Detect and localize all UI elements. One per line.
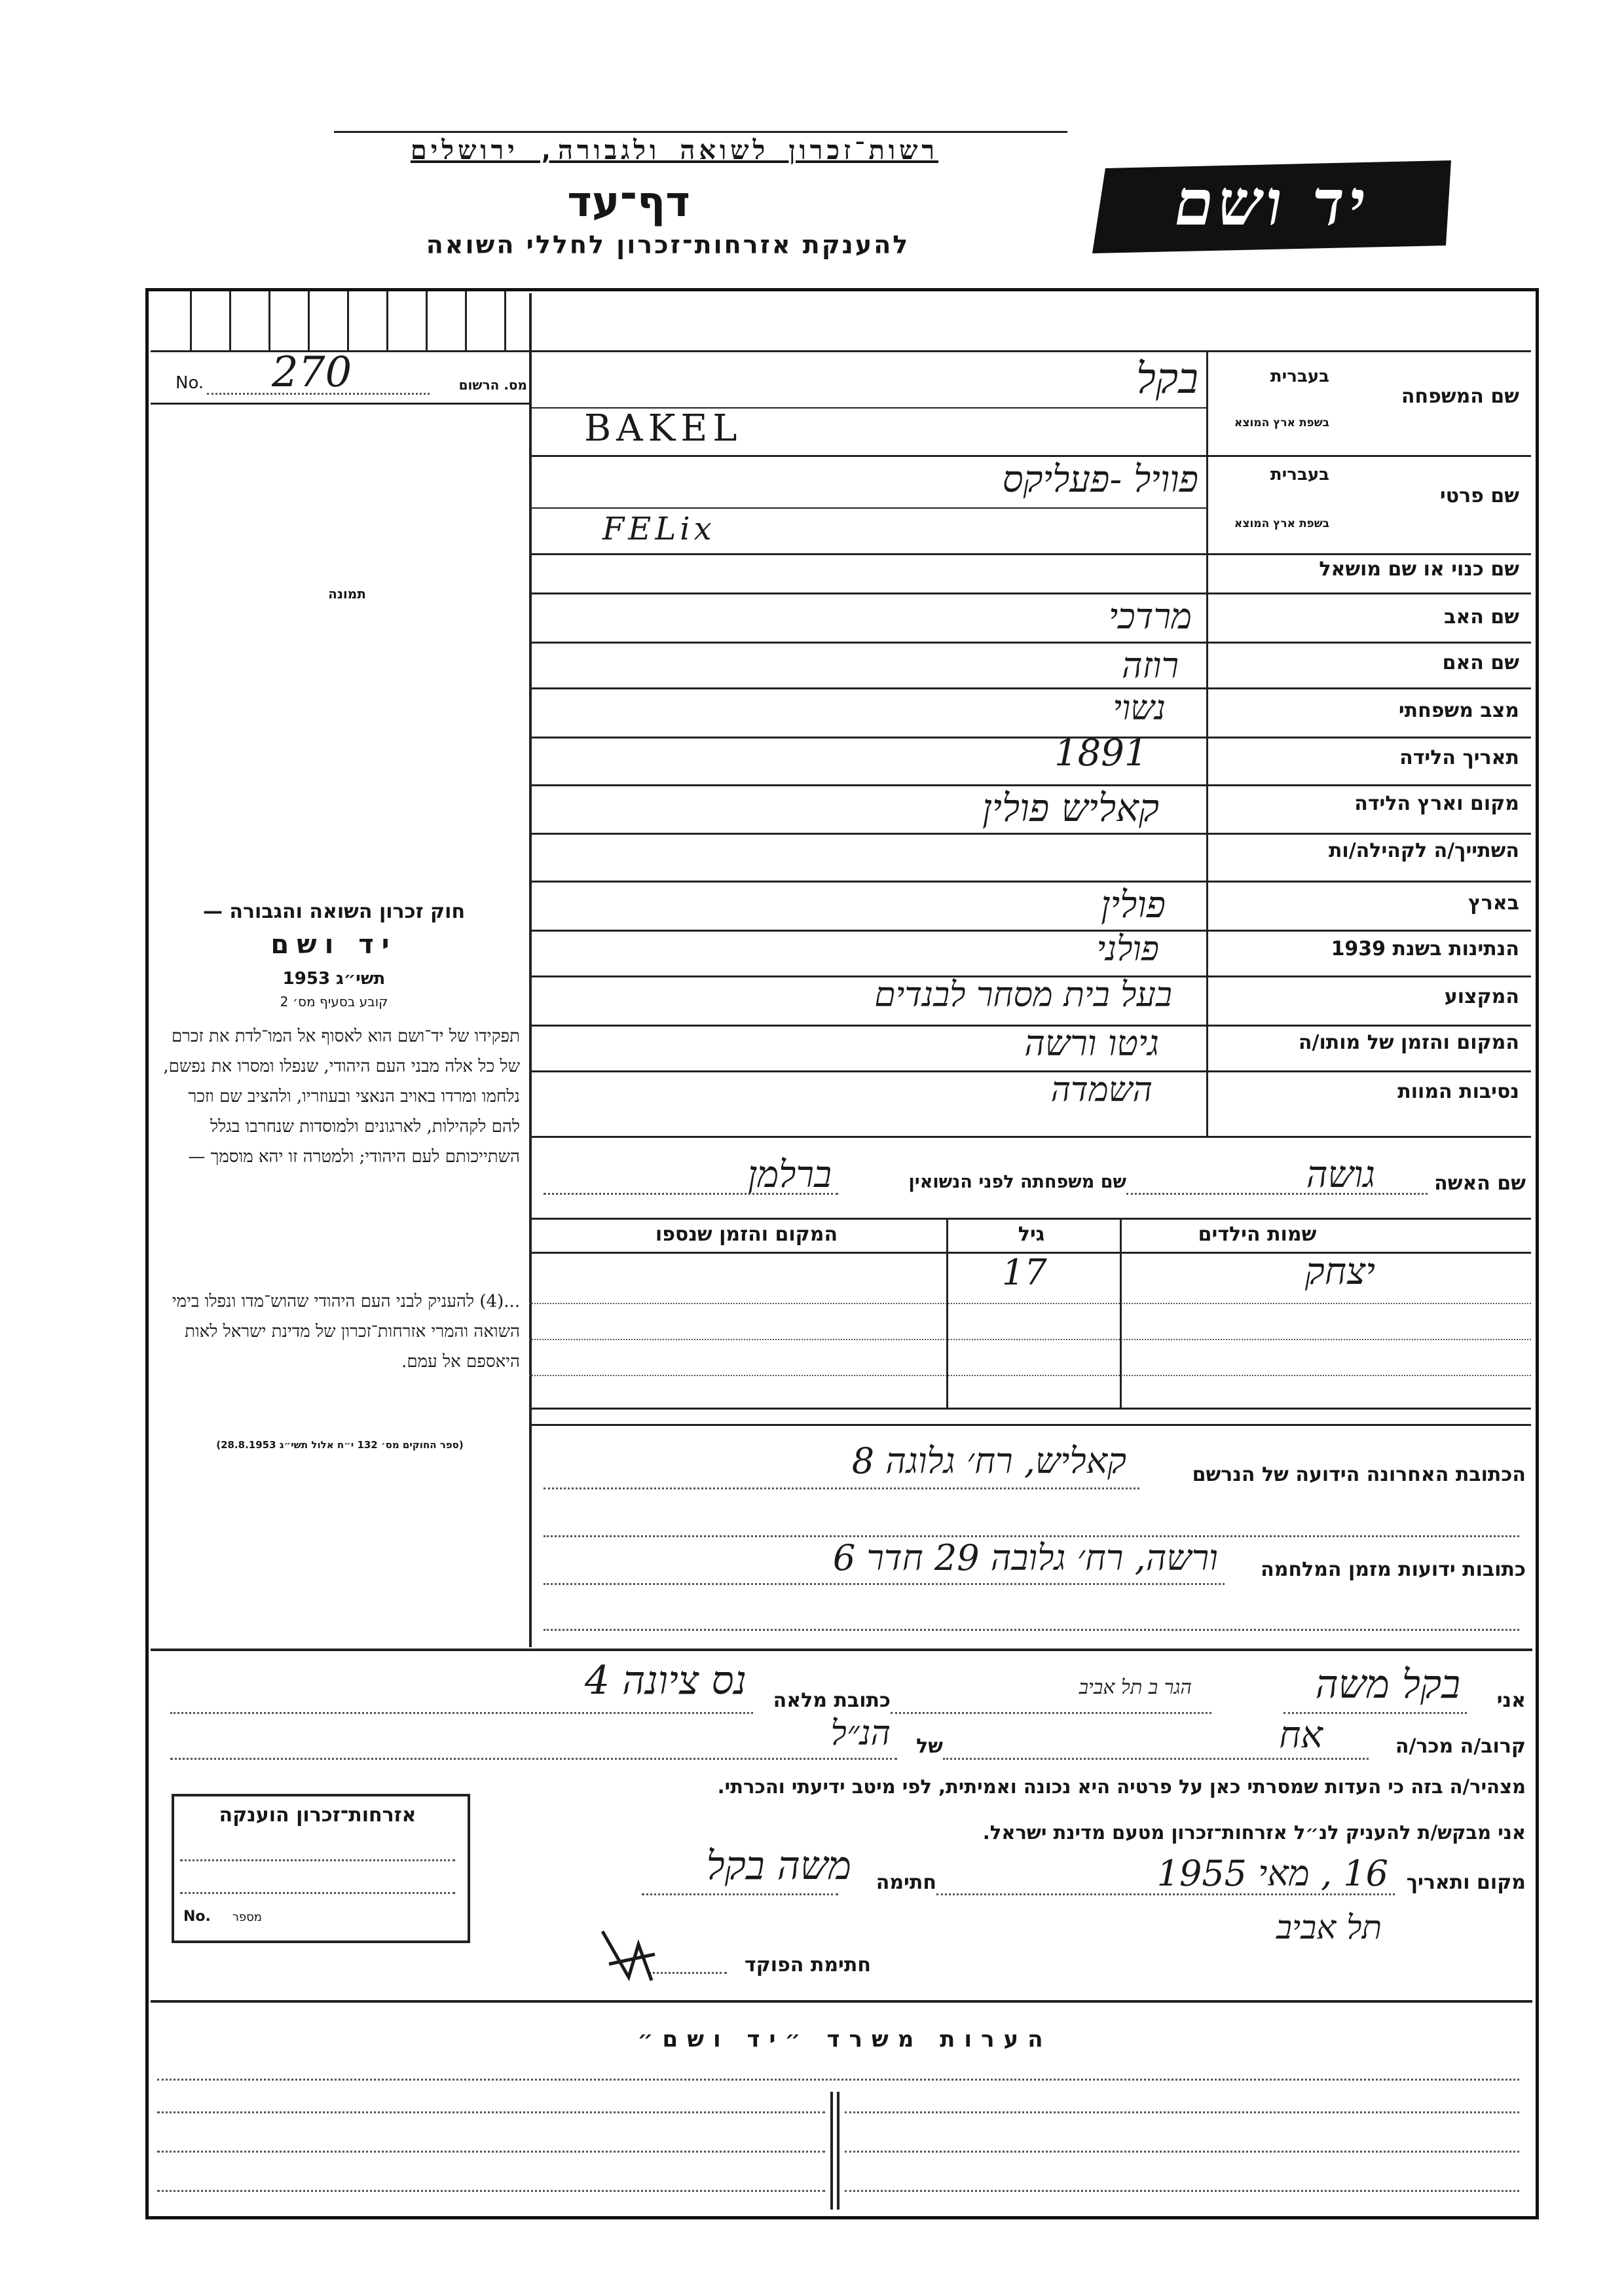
label-wife-maiden: שם משפחתה לפני הנשואין (908, 1172, 1126, 1192)
label-place-date: מקום ותאריך (1406, 1871, 1526, 1894)
law-source: (ספר החוקים מס׳ 132 י״ח אלול תשי״ג 28.8.1953) (216, 1439, 464, 1451)
label-country: בארץ (1467, 892, 1519, 915)
label-relation: קרוב/ה מכר/ה (1395, 1735, 1526, 1758)
value-declarant-residence: הגר ב תל אביב (1079, 1676, 1192, 1699)
label-death-place: המקום והזמן של מותו/ה (1298, 1031, 1519, 1054)
label-first-name: שם פרטי (1439, 484, 1519, 507)
law-name: יד ושם (270, 930, 397, 960)
label-ani: אני (1496, 1689, 1526, 1712)
value-family-name-origin: BAKEL (584, 407, 743, 450)
law-clause-4: ...(4) להעניק לבני העם היהודי שהוש־מדו ונפלו בימי השואה והמרי אזרחות־זכרון של מדינת ישראל לאות היאספם אל עמם. (172, 1292, 520, 1372)
value-place: תל אביב (1276, 1908, 1382, 1946)
stamp-box-title: אזרחות־זכרון הוענקה (219, 1804, 416, 1827)
law-clause: קובע בסעיף מס׳ 2 (280, 994, 388, 1010)
value-father: מרדכי (1109, 596, 1192, 637)
declarant-signature: משה בקל (706, 1843, 851, 1889)
label-official-signature: חתימת הפוקד (745, 1954, 871, 1977)
value-first-name-origin: FELix (602, 511, 716, 547)
value-profession: בעל בית מסחר לבנדים (874, 975, 1172, 1015)
label-marital-status: מצב משפחתי (1398, 699, 1519, 722)
value-death-circumstances: השמדה (1050, 1070, 1153, 1110)
value-death-place: גיטו ורשה (1024, 1023, 1159, 1064)
label-family-name-origin: בשפת ארץ המוצא (1234, 416, 1329, 429)
value-declarant-address: נס ציונה 4 (584, 1658, 747, 1704)
label-last-address: הכתובת האחרונה הידועה של הנרשם (1192, 1463, 1526, 1486)
registration-no-label: No. (175, 373, 204, 393)
value-relation: אח (1279, 1714, 1323, 1757)
label-death-circumstances: נסיבות המוות (1397, 1080, 1519, 1103)
value-citizenship-1939: פולני (1096, 930, 1159, 969)
registration-no-label-he: מס. הרשום (458, 377, 527, 393)
label-family-name-hebrew: בעברית (1270, 367, 1329, 386)
authority-line: רשות־זכרון לשואה ולגבורה, ירושלים (410, 136, 939, 166)
official-signature-mark (589, 1918, 668, 1990)
value-date: 16 , מאי 1955 (1156, 1853, 1388, 1894)
value-birth-place: קאליש פולין (982, 786, 1159, 830)
child-1-name: יצחק (1304, 1250, 1375, 1293)
label-birth-place: מקום וארץ הלידה (1354, 792, 1519, 815)
value-birth-date: 1891 (1054, 732, 1148, 774)
label-of: של (916, 1735, 943, 1758)
children-header-names: שמות הילדים (1198, 1223, 1317, 1246)
form-subtitle: להענקת אזרחות־זכרון לחללי השואה (426, 230, 910, 259)
label-profession: המקצוע (1444, 985, 1519, 1008)
value-declarant-name: בקל משה (1315, 1662, 1460, 1707)
value-family-name-hebrew: בקל (1135, 355, 1198, 403)
label-birth-date: תאריך הלידה (1399, 746, 1519, 769)
value-wife: גושה (1306, 1154, 1375, 1196)
value-war-addresses: ורשה, רח׳ גלובה 29 חדר 6 (832, 1537, 1218, 1578)
label-community: השתייך/ה לקהילה/ות (1328, 839, 1519, 862)
law-title: חוק זכרון השואה והגבורה — (202, 900, 466, 923)
law-body: תפקידו של יד־ושם הוא לאסוף אל המו־לדת את זכרם של כל אלה מבני העם היהודי, שנפלו ומסרו את נפשם, נלחמו ומרדו באויב הנאצי ובעוזריו, ולהציב שם וזכר להם לקהילות, לארגונים ולמוסדות שנחרבו בגלל השתייכותם לעם היהודי; ולמטרה זו יהא מוסמך — (163, 1027, 520, 1167)
law-year: תשי״ג 1953 (282, 969, 386, 989)
stamp-box-no-label: No. (183, 1908, 211, 1925)
value-wife-maiden: ברלמן (747, 1154, 832, 1196)
label-signature: חתימה (876, 1871, 936, 1894)
label-family-name: שם המשפחה (1401, 385, 1519, 408)
label-nickname: שם כנוי או שם מושאל (1319, 558, 1519, 581)
children-header-age: גיל (1018, 1223, 1045, 1246)
form-title: דף־עד (567, 178, 690, 227)
request-text: אני מבקש/ת להעניק לנ״ל אזרחות־זכרון מטעם מדינת ישראל. (982, 1821, 1526, 1844)
yad-vashem-logo (1092, 160, 1451, 253)
value-first-name-hebrew: פוויל -פעליקס (1002, 458, 1198, 501)
value-marital-status: נשוי (1113, 689, 1166, 728)
label-wife: שם האשה (1434, 1172, 1526, 1195)
value-mother: רוזה (1121, 645, 1179, 686)
value-country: פולין (1101, 884, 1166, 926)
declaration-text: מצהיר/ה בזה כי העדות שמסרתי כאן על פרטיה היא נכונה ואמיתית, לפי מיטב ידיעתי והכרתי. (717, 1776, 1526, 1798)
logo-text: יד ושם (1174, 166, 1369, 240)
label-first-name-origin: בשפת ארץ המוצא (1234, 517, 1329, 530)
label-father: שם האב (1444, 606, 1519, 629)
label-full-address: כתובת מלאה (773, 1689, 891, 1712)
label-citizenship-1939: הנתינות בשנת 1939 (1331, 938, 1519, 960)
photo-label: תמונה (328, 586, 366, 602)
children-header-place: המקום והזמן שנספו (655, 1223, 838, 1246)
label-mother: שם האם (1442, 651, 1519, 674)
value-last-address: קאליש, רח׳ גלוגה 8 (851, 1440, 1126, 1482)
label-first-name-hebrew: בעברית (1270, 465, 1329, 484)
office-notes-title: הערות משרד ״יד ושם״ (637, 2026, 1052, 2052)
registration-number: 270 (272, 348, 352, 397)
stamp-box-number-label: מספר (232, 1910, 262, 1924)
value-of: הנ״ל (830, 1714, 891, 1753)
label-war-addresses: כתובות ידועות מזמן המלחמה (1261, 1558, 1526, 1581)
child-1-age: 17 (1002, 1252, 1047, 1293)
